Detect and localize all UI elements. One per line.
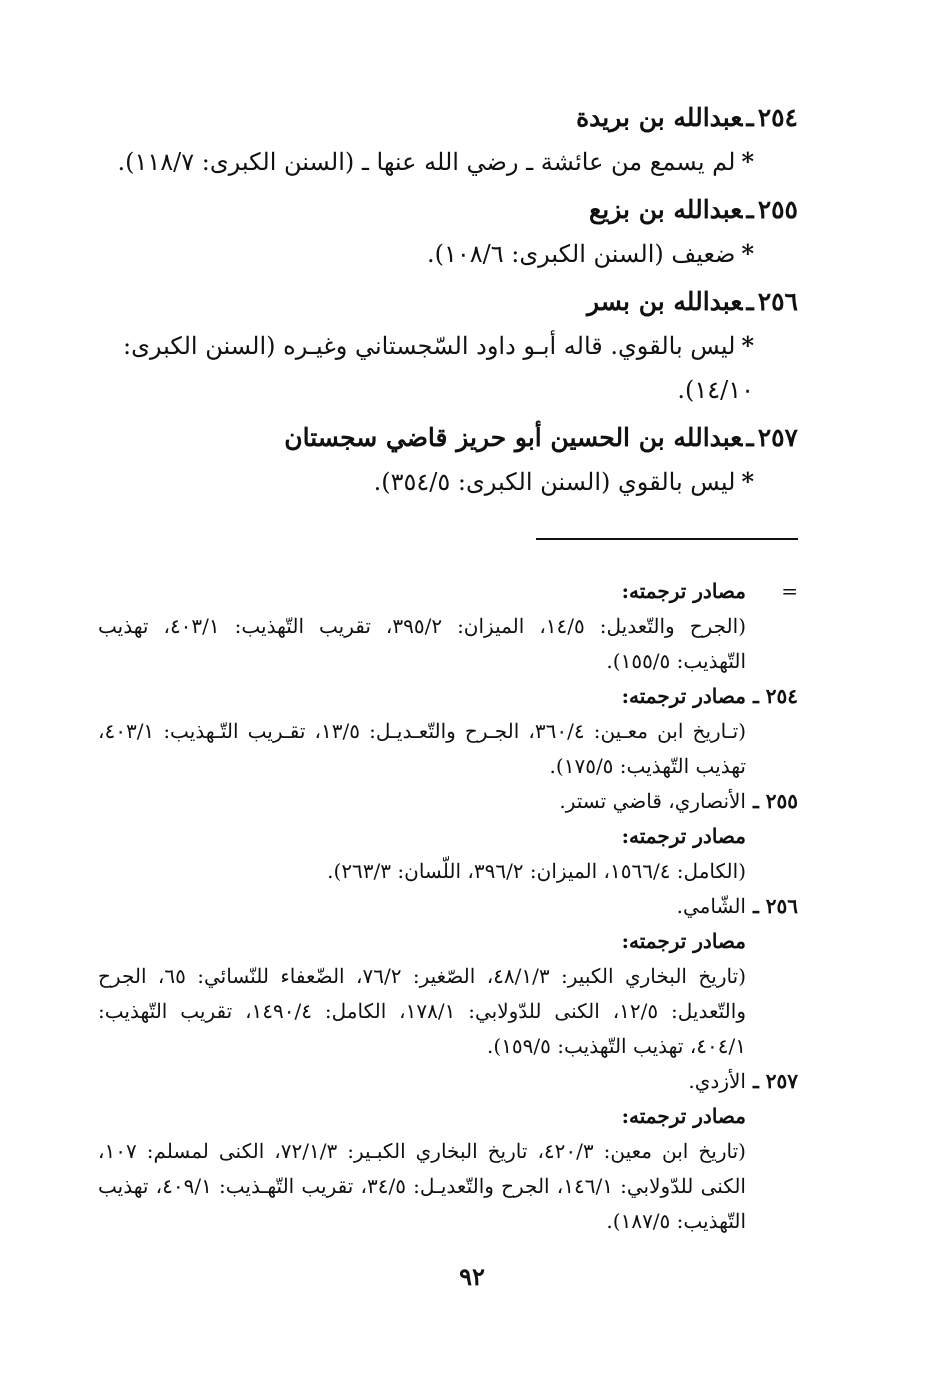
entry-number: ٢٥٧ [757, 423, 798, 452]
footnote-heading [98, 784, 798, 819]
entry-number: ٢٥٦ [757, 287, 798, 316]
footnote-256 [98, 889, 798, 1064]
entry-name: عبدالله بن بزيع [588, 195, 743, 224]
footnote-sources: (تـاريخ ابن معـين: ٣٦٠/٤، الجـرح والتّعـديـل: ١٣/٥، تقـريب التّـهذيب: ٤٠٣/١، تهذيب التّهذيب: ١٧٥/٥). [98, 719, 747, 778]
footnote-heading [98, 574, 798, 609]
footnote-heading [98, 1064, 798, 1099]
footnote-marker: ٢٥٥ ـ [752, 789, 798, 813]
footnote-marker: ٢٥٦ ـ [752, 894, 798, 918]
footnote-257 [98, 1064, 798, 1239]
footnote-continued [98, 574, 798, 679]
entry-text: لم يسمع من عائشة ـ رضي الله عنها ـ (السنن الكبرى: ١١٨/٧). [117, 148, 736, 176]
footnote-sources: (تاريخ البخاري الكبير: ٤٨/١/٣، الصّغير: ٧٦/٢، الضّعفاء للنّسائي: ٦٥، الجرح والتّعديل: ١٢/٥، الكنى للدّولابي: ١٧٨/١، الكامل: ١٤٩٠/٤، تقريب التّهذيب: ٤٠٤/١، تهذيب التّهذيب: ١٥٩/٥). [98, 964, 746, 1058]
entry-name: عبدالله بن الحسين أبو حريز قاضي سجستان [284, 423, 743, 452]
footnote-sources: (الجرح والتّعديل: ١٤/٥، الميزان: ٣٩٥/٢، تقريب التّهذيب: ٤٠٣/١، تهذيب التّهذيب: ١٥٥/٥). [98, 614, 746, 673]
footnote-sources: (تاريخ ابن معين: ٤٢٠/٣، تاريخ البخاري الكبـير: ٧٢/١/٣، الكنى لمسلم: ١٠٧، الكنى للدّولابي: ١٤٦/١، الجرح والتّعديـل: ٣٤/٥، تقريب التّهـذيب: ٤٠٩/١، تهذيب التّهذيب: ١٨٧/٥). [98, 1139, 746, 1233]
entry-number: ٢٥٥ [757, 195, 798, 224]
footnote-marker: ٢٥٤ ـ [752, 684, 798, 708]
footnote-label: مصادر ترجمته: [621, 1104, 746, 1128]
entry-text: ليس بالقوي (السنن الكبرى: ٣٥٤/٥). [373, 468, 736, 496]
entry-heading [98, 280, 798, 324]
footnote-divider [536, 538, 798, 540]
entry-text: ضعيف (السنن الكبرى: ١٠٨/٦). [426, 240, 736, 268]
footnote-label: مصادر ترجمته: [621, 929, 746, 953]
footnote-heading-text: الأنصاري، قاضي تستر. [559, 789, 746, 813]
star-icon: * [741, 239, 754, 268]
footnotes [98, 574, 798, 1239]
footnote-254 [98, 679, 798, 784]
entry-256 [98, 280, 798, 412]
footnote-heading [98, 889, 798, 924]
entry-body [98, 140, 798, 184]
entry-name: عبدالله بن بريدة [576, 103, 743, 132]
entry-heading [98, 96, 798, 140]
entry-heading [98, 188, 798, 232]
entry-separator: ـ [746, 423, 754, 452]
star-icon: * [741, 331, 754, 360]
entry-number: ٢٥٤ [757, 103, 798, 132]
entry-body [98, 324, 798, 412]
entry-name: عبدالله بن بسر [586, 287, 743, 316]
footnote-marker: = [781, 579, 798, 603]
footnote-label: مصادر ترجمته: [621, 824, 746, 848]
entry-heading [98, 416, 798, 460]
entry-254 [98, 96, 798, 184]
footnote-heading-text: الأزدي. [688, 1069, 746, 1093]
entry-257 [98, 416, 798, 504]
page-number: ٩٢ [459, 1262, 485, 1291]
entry-separator: ـ [746, 195, 754, 224]
entry-body [98, 460, 798, 504]
footnote-heading-text: مصادر ترجمته: [621, 684, 746, 708]
entry-separator: ـ [746, 287, 754, 316]
footnote-sources: (الكامل: ١٥٦٦/٤، الميزان: ٣٩٦/٢، اللّسان: ٢٦٣/٣). [327, 859, 746, 883]
footnote-heading-text: الشّامي. [676, 894, 746, 918]
footnote-255 [98, 784, 798, 889]
footnote-heading [98, 679, 798, 714]
footnote-marker: ٢٥٧ ـ [752, 1069, 798, 1093]
entry-text: ليس بالقوي. قاله أبـو داود السّجستاني وغيـره (السنن الكبرى: ١٤/١٠). [123, 332, 754, 404]
star-icon: * [741, 467, 754, 496]
entry-body [98, 232, 798, 276]
narrator-entries [98, 96, 798, 508]
footnote-heading-text: مصادر ترجمته: [621, 579, 746, 603]
entry-separator: ـ [746, 103, 754, 132]
entry-255 [98, 188, 798, 276]
star-icon: * [741, 147, 754, 176]
